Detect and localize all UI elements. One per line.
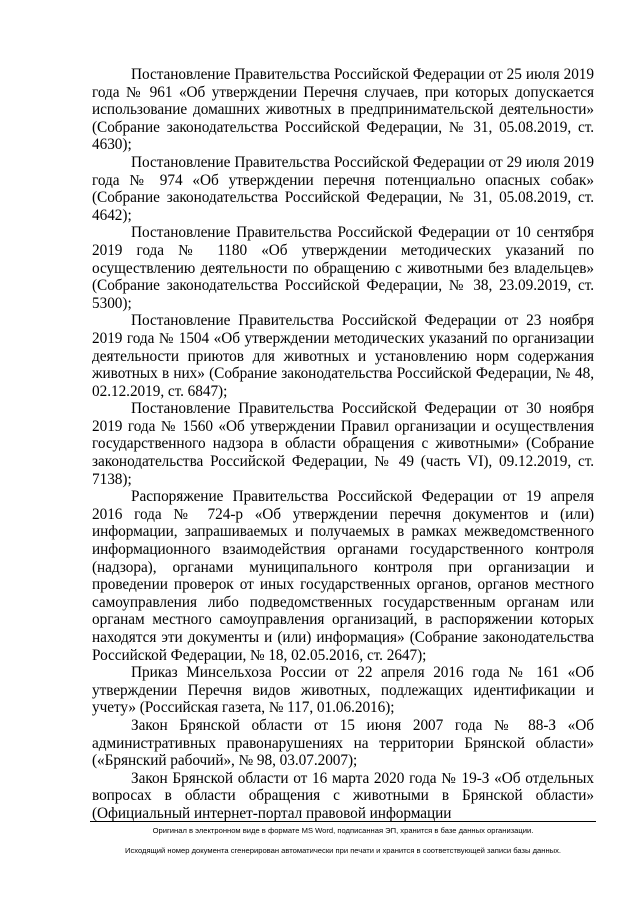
paragraph-bryansk-law-88z: Закон Брянской области от 15 июня 2007 года № 88-З «Об административных правонарушениях на территории Брянской области» («Брянский рабочий», № 98, 03.07.2007);: [92, 716, 594, 770]
paragraph-ministry-order-161: Приказ Минсельхоза России от 22 апреля 2016 года № 161 «Об утверждении Перечня видов животных, подлежащих идентификации и учету» (Российская газета, № 117, 01.06.2016);: [92, 664, 594, 717]
paragraph-decree-961: Постановление Правительства Российской Федерации от 25 июля 2019 года № 961 «Об утверждении Перечня случаев, при которых допускается использование домашних животных в предпринимательской деятельности» (Собрание законодательства Российской Федерации, № 31, 05.08.2019, ст. 4630);: [92, 66, 594, 154]
paragraph-order-724r: Распоряжение Правительства Российской Федерации от 19 апреля 2016 года № 724-р «Об утверждении перечня документов и (или) информации, запрашиваемых и получаемых в рамках межведомственного информационного взаимодействия органами государственного контроля (надзора), органами муниципального контроля при организации и проведении проверок от иных государственных органов, органов местного самоуправления либо подведомственных государственным органам или органам местного самоуправления организаций, в распоряжении которых находятся эти документы и (или) информация» (Собрание законодательства Российской Федерации, № 18, 02.05.2016, ст. 2647);: [92, 488, 594, 664]
footer-divider: [90, 821, 596, 822]
paragraph-bryansk-law-19z: Закон Брянской области от 16 марта 2020 года № 19-З «Об отдельных вопросах в области обращения с животными в Брянской области» (Официальный интернет-портал правовой информации: [92, 769, 594, 822]
footer-number-note: Исходящий номер документа сгенерирован автоматически при печати и хранится в соответствующей записи базы данных.: [124, 846, 561, 855]
paragraph-decree-1180: Постановление Правительства Российской Федерации от 10 сентября 2019 года № 1180 «Об утверждении методических указаний по осуществлению деятельности по обращению с животными без владельцев» (Собрание законодательства Российской Федерации, № 38, 23.09.2019, ст. 5300);: [92, 224, 594, 312]
paragraph-decree-974: Постановление Правительства Российской Федерации от 29 июля 2019 года № 974 «Об утверждении перечня потенциально опасных собак» (Собрание законодательства Российской Федерации, № 31, 05.08.2019, ст. 4642);: [92, 153, 594, 224]
footer-original-note: Оригинал в электронном виде в формате MS Word, подписанная ЭП, хранится в базе данных организации.: [152, 826, 534, 835]
paragraph-decree-1504: Постановление Правительства Российской Федерации от 23 ноября 2019 года № 1504 «Об утверждении методических указаний по организации деятельности приютов для животных и установлению норм содержания животных в них» (Собрание законодательства Российской Федерации, № 48, 02.12.2019, ст. 6847);: [92, 312, 594, 400]
paragraph-decree-1560: Постановление Правительства Российской Федерации от 30 ноября 2019 года № 1560 «Об утверждении Правил организации и осуществления государственного надзора в области обращения с животными» (Собрание законодательства Российской Федерации, № 49 (часть VI), 09.12.2019, ст. 7138);: [92, 400, 594, 488]
document-body: [92, 66, 594, 823]
